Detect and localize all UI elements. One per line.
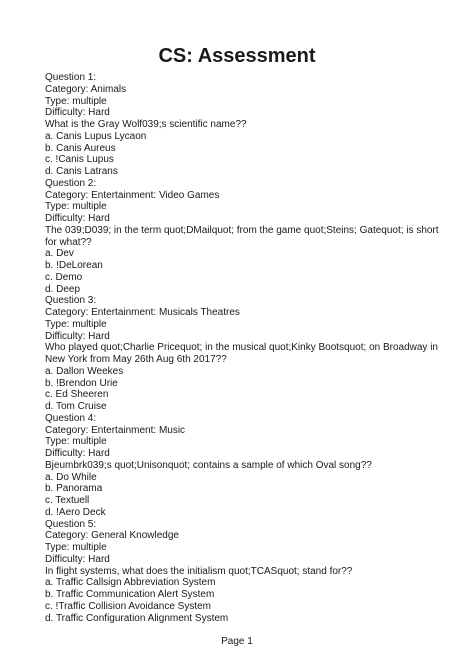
question-type: Type: multiple [45, 318, 107, 330]
answer-option-a: a. Dallon Weekes [45, 365, 124, 377]
question-heading: Question 1: [45, 72, 97, 83]
answer-option-c: c. !Traffic Collision Avoidance System [45, 600, 211, 612]
answer-option-b: b. Panorama [45, 483, 103, 495]
question-difficulty: Difficulty: Hard [45, 213, 110, 224]
question-heading: Question 3: [45, 295, 97, 307]
page-number: Page 1 [221, 636, 253, 647]
question-category: Category: Entertainment: Musicals Theatres [45, 307, 240, 318]
question-category: Category: General Knowledge [45, 530, 179, 542]
question-type: Type: multiple [45, 201, 107, 213]
question-block-3 [45, 295, 441, 413]
answer-option-b: b. Traffic Communication Alert System [45, 589, 215, 600]
question-text: The 039;D039; in the term quot;DMailquot; from the game quot;Steins; Gatequot; is short for what?? [45, 224, 439, 248]
question-block-1 [45, 72, 441, 178]
question-heading: Question 4: [45, 412, 97, 424]
question-text: Who played quot;Charlie Pricequot; in the musical quot;Kinky Bootsquot; on Broadway in New York from May 26th Aug 6th 2017?? [45, 342, 438, 365]
question-type: Type: multiple [45, 542, 107, 553]
question-block-4 [45, 413, 441, 519]
question-list [45, 72, 441, 624]
answer-option-b: b. Canis Aureus [45, 142, 116, 154]
answer-option-d: d. Deep [45, 283, 81, 295]
question-category: Category: Entertainment: Music [45, 424, 186, 436]
question-difficulty: Difficulty: Hard [45, 330, 110, 342]
question-heading: Question 5: [45, 518, 97, 530]
answer-option-c: c. Demo [45, 271, 83, 283]
question-block-2 [45, 178, 441, 296]
question-text: What is the Gray Wolf039;s scientific name?? [45, 119, 247, 130]
answer-option-d: d. Canis Latrans [45, 166, 118, 177]
question-text: Bjeumbrk039;s quot;Unisonquot; contains a sample of which Oval song?? [45, 459, 372, 471]
question-type: Type: multiple [45, 95, 107, 107]
answer-option-c: c. Textuell [45, 495, 90, 506]
question-heading: Question 2: [45, 177, 97, 189]
question-difficulty: Difficulty: Hard [45, 107, 110, 119]
answer-option-d: d. Traffic Configuration Alignment System [45, 612, 229, 624]
question-block-5 [45, 519, 441, 625]
question-type: Type: multiple [45, 436, 107, 448]
answer-option-b: b. !Brendon Urie [45, 377, 118, 389]
question-difficulty: Difficulty: Hard [45, 448, 110, 459]
question-text: In flight systems, what does the initialism quot;TCASquot; stand for?? [45, 565, 353, 577]
answer-option-d: d. Tom Cruise [45, 401, 107, 412]
answer-option-a: a. Do While [45, 471, 97, 483]
question-category: Category: Animals [45, 83, 127, 95]
answer-option-c: c. Ed Sheeren [45, 389, 109, 401]
answer-option-a: a. Canis Lupus Lycaon [45, 130, 147, 142]
answer-option-a: a. Traffic Callsign Abbreviation System [45, 577, 216, 589]
answer-option-d: d. !Aero Deck [45, 506, 106, 518]
page-title: CS: Assessment [158, 45, 316, 67]
answer-option-b: b. !DeLorean [45, 260, 103, 271]
answer-option-a: a. Dev [45, 248, 74, 260]
question-difficulty: Difficulty: Hard [45, 553, 110, 565]
question-category: Category: Entertainment: Video Games [45, 189, 220, 201]
answer-option-c: c. !Canis Lupus [45, 154, 114, 166]
